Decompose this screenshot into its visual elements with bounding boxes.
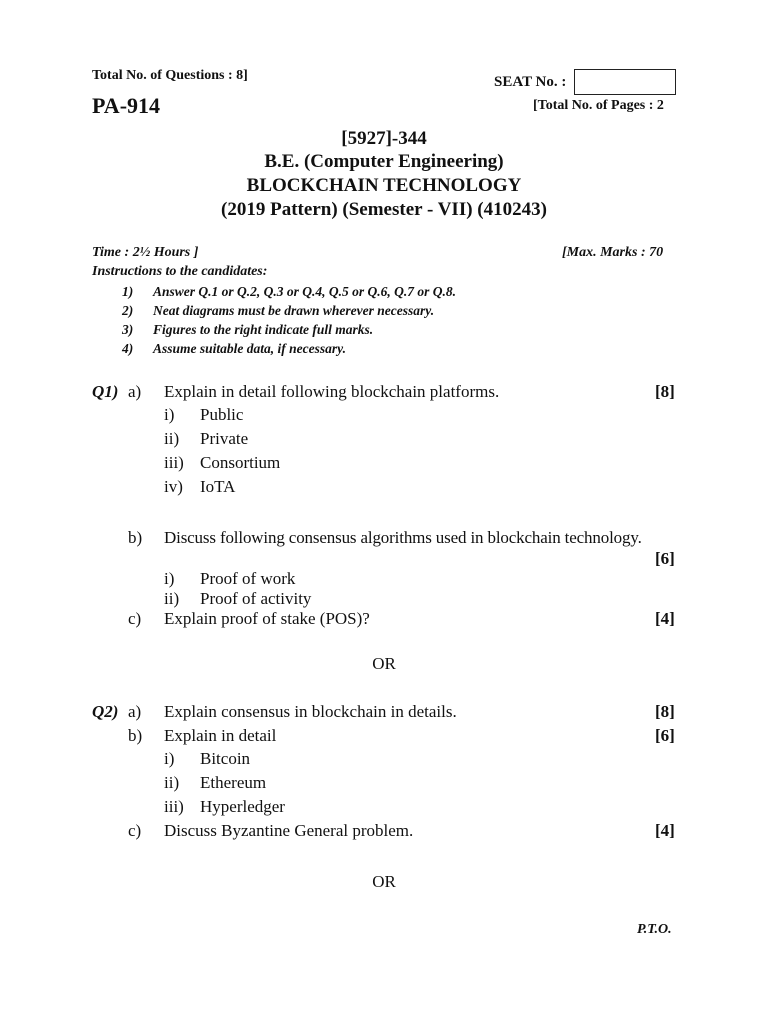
total-pages: [Total No. of Pages : 2 — [533, 98, 664, 113]
seat-label: SEAT No. : — [494, 74, 567, 90]
subject-title: BLOCKCHAIN TECHNOLOGY — [246, 175, 522, 196]
marks: [8] — [655, 702, 675, 721]
sub-item-number: iii) — [164, 797, 184, 816]
paper-code: PA-914 — [92, 93, 161, 118]
total-questions: Total No. of Questions : 8] — [92, 68, 248, 83]
sub-item-text: Proof of activity — [200, 589, 312, 608]
part-label: a) — [128, 702, 142, 721]
part-label: a) — [128, 382, 142, 401]
or-separator: OR — [372, 872, 396, 891]
sub-item-number: i) — [164, 569, 175, 588]
marks: [4] — [655, 821, 675, 840]
sub-item-number: ii) — [164, 429, 180, 448]
part-label: c) — [128, 821, 142, 840]
paper-number: [5927]-344 — [341, 128, 427, 149]
pattern-title: (2019 Pattern) (Semester - VII) (410243) — [221, 199, 547, 220]
question-text: Explain consensus in blockchain in details. — [164, 702, 457, 721]
question-text: Discuss Byzantine General problem. — [164, 821, 414, 840]
sub-item-text: Public — [200, 405, 244, 424]
sub-item-number: i) — [164, 405, 175, 424]
sub-item-number: iv) — [164, 477, 183, 496]
marks: [8] — [655, 382, 675, 401]
instructions-heading: Instructions to the candidates: — [92, 264, 268, 279]
marks: [6] — [655, 549, 675, 568]
question-text: Discuss following consensus algorithms used in blockchain technology. — [164, 528, 642, 547]
question-text: Explain in detail following blockchain platforms. — [164, 382, 500, 401]
seat-number-box — [574, 69, 676, 95]
please-turn-over: P.T.O. — [637, 922, 672, 937]
max-marks: [Max. Marks : 70 — [562, 245, 664, 260]
sub-item-text: Consortium — [200, 453, 281, 472]
sub-item-text: Ethereum — [200, 773, 267, 792]
sub-item-number: iii) — [164, 453, 184, 472]
instruction-text: Answer Q.1 or Q.2, Q.3 or Q.4, Q.5 or Q.6, Q.7 or Q.8. — [153, 284, 457, 299]
sub-item-text: Proof of work — [200, 569, 296, 588]
instruction-number: 4) — [122, 341, 134, 356]
exam-time: Time : 2½ Hours ] — [92, 245, 199, 260]
part-label: c) — [128, 609, 142, 628]
marks: [6] — [655, 726, 675, 745]
sub-item-text: Private — [200, 429, 249, 448]
sub-item-number: ii) — [164, 773, 180, 792]
question-label: Q2) — [92, 702, 119, 721]
instruction-number: 3) — [122, 322, 134, 337]
question-label: Q1) — [92, 382, 119, 401]
instruction-number: 1) — [122, 284, 134, 299]
part-label: b) — [128, 726, 143, 745]
question-text: Explain in detail — [164, 726, 277, 745]
instruction-text: Assume suitable data, if necessary. — [153, 341, 347, 356]
instruction-text: Neat diagrams must be drawn wherever necessary. — [153, 303, 435, 318]
sub-item-text: IoTA — [200, 477, 236, 496]
question-text: Explain proof of stake (POS)? — [164, 609, 370, 628]
instruction-text: Figures to the right indicate full marks. — [153, 322, 374, 337]
degree-title: B.E. (Computer Engineering) — [264, 151, 504, 172]
or-separator: OR — [372, 654, 396, 673]
sub-item-text: Bitcoin — [200, 749, 251, 768]
marks: [4] — [655, 609, 675, 628]
sub-item-number: ii) — [164, 589, 180, 608]
sub-item-text: Hyperledger — [200, 797, 285, 816]
part-label: b) — [128, 528, 143, 547]
sub-item-number: i) — [164, 749, 175, 768]
instruction-number: 2) — [122, 303, 134, 318]
